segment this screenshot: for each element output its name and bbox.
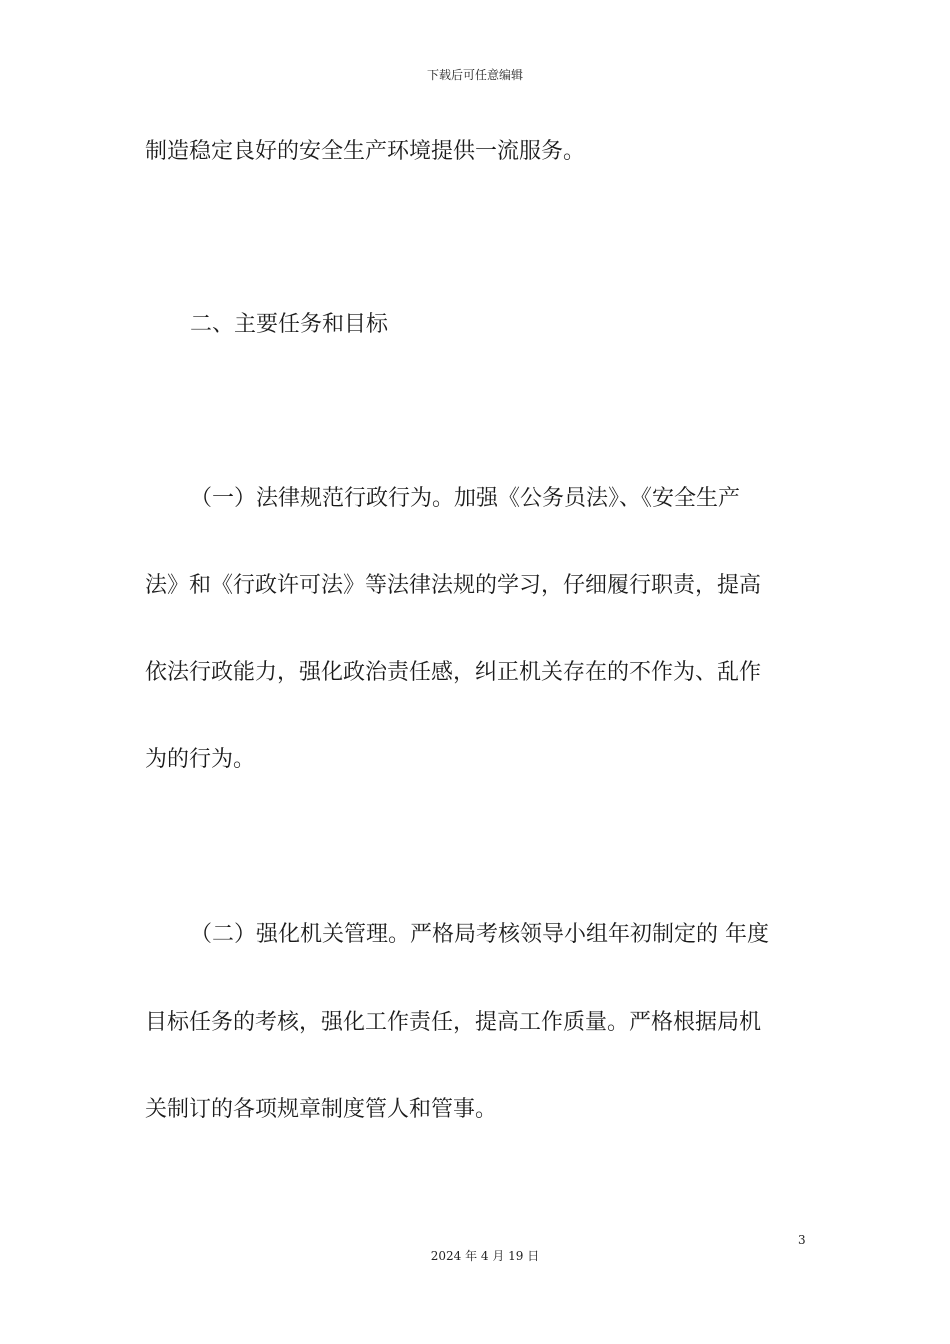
paragraph-line-6: 为的行为。 xyxy=(145,747,256,772)
page-number: 3 xyxy=(798,1233,806,1247)
section-heading: 二、主要任务和目标 xyxy=(190,312,389,337)
paragraph-line-1: 制造稳定良好的安全生产环境提供一流服务。 xyxy=(145,139,586,164)
paragraph-line-9: 关制订的各项规章制度管人和管事。 xyxy=(145,1097,498,1122)
paragraph-line-8: 目标任务的考核，强化工作责任，提高工作质量。严格根据局机 xyxy=(145,1010,762,1035)
paragraph-line-4: 法》和《行政许可法》等法律法规的学习，仔细履行职责，提高 xyxy=(145,573,762,598)
page-header: 下载后可任意编辑 xyxy=(426,68,523,82)
paragraph-line-7: （二）强化机关管理。严格局考核领导小组年初制定的 年度 xyxy=(190,922,769,947)
footer-date: 2024 年 4 月 19 日 xyxy=(430,1249,540,1263)
paragraph-line-5: 依法行政能力，强化政治责任感，纠正机关存在的不作为、乱作 xyxy=(145,660,762,685)
paragraph-line-3: （一）法律规范行政行为。加强《公务员法》、《安全生产 xyxy=(190,486,741,511)
